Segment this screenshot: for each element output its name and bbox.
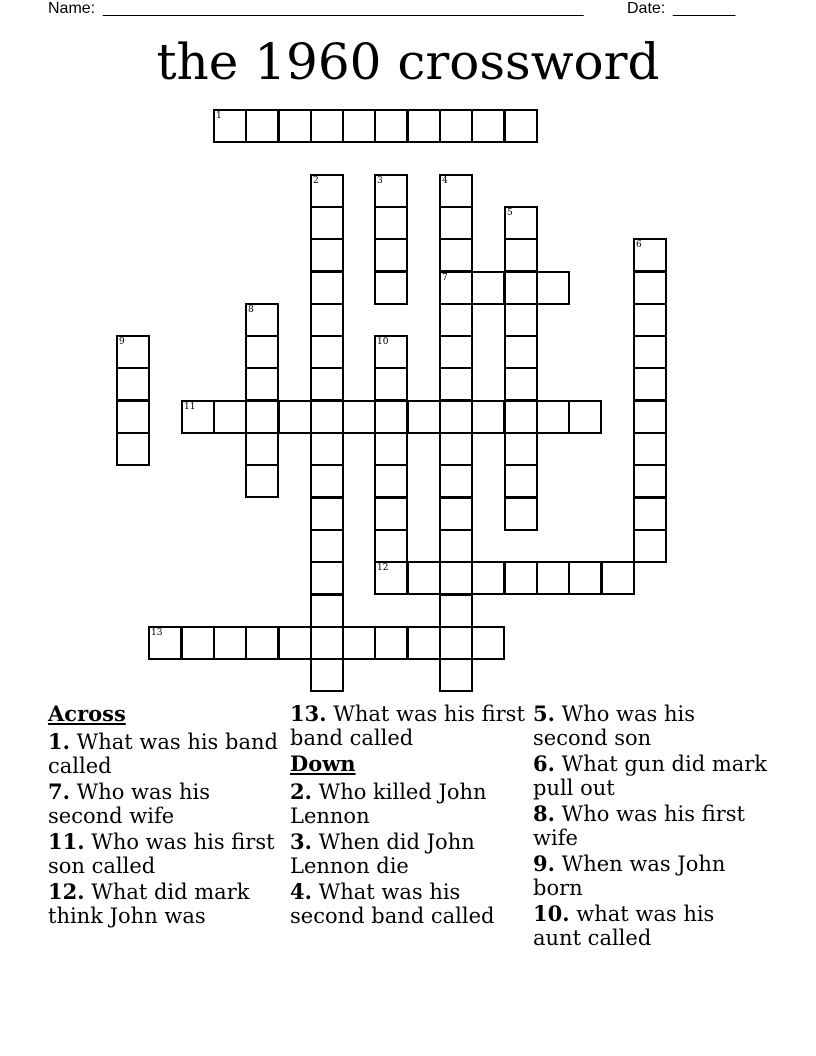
grid-cell[interactable]	[633, 271, 667, 305]
name-label: Name:	[48, 0, 96, 17]
grid-cell[interactable]	[310, 367, 344, 401]
grid-cell[interactable]	[213, 400, 247, 434]
grid-cell[interactable]	[504, 367, 538, 401]
clue-across-12	[48, 880, 284, 928]
date-line[interactable]: _______	[673, 0, 736, 17]
clue-number: 13.	[290, 701, 327, 726]
grid-cell[interactable]	[504, 400, 538, 434]
grid-cell[interactable]	[407, 109, 441, 143]
grid-cell[interactable]	[633, 238, 667, 272]
clue-text: Who killed John Lennon	[290, 780, 487, 828]
grid-cell[interactable]	[116, 432, 150, 466]
clue-text: When did John Lennon die	[290, 830, 475, 878]
date-label: Date:	[627, 0, 666, 17]
clue-number: 12.	[48, 879, 85, 904]
grid-cell[interactable]	[148, 626, 182, 660]
grid-cell[interactable]	[471, 109, 505, 143]
grid-cell[interactable]	[504, 497, 538, 531]
grid-cell[interactable]	[278, 626, 312, 660]
grid-cell[interactable]	[439, 206, 473, 240]
grid-cell[interactable]	[439, 335, 473, 369]
grid-cell[interactable]	[374, 626, 408, 660]
clue-down-4	[290, 880, 526, 928]
clue-across-1	[48, 730, 284, 778]
grid-cell[interactable]	[181, 400, 215, 434]
grid-cell[interactable]	[471, 561, 505, 595]
clue-down-8	[533, 802, 769, 850]
grid-cell[interactable]	[504, 464, 538, 498]
grid-cell[interactable]	[633, 432, 667, 466]
grid-cell[interactable]	[310, 303, 344, 337]
grid-cell[interactable]	[374, 400, 408, 434]
across-heading: Across	[48, 701, 126, 726]
grid-cell[interactable]	[374, 238, 408, 272]
grid-cell[interactable]	[310, 594, 344, 628]
grid-cell[interactable]	[116, 400, 150, 434]
grid-cell[interactable]	[245, 367, 279, 401]
clue-number: 3.	[290, 829, 312, 854]
grid-cell[interactable]	[245, 464, 279, 498]
grid-cell[interactable]	[439, 303, 473, 337]
clue-column-3	[533, 702, 769, 952]
grid-cell[interactable]	[310, 206, 344, 240]
grid-cell[interactable]	[116, 367, 150, 401]
clue-text: what was his aunt called	[533, 902, 715, 950]
name-line[interactable]: ______________________________________________________	[103, 0, 584, 17]
clue-text: What was his band called	[48, 730, 278, 778]
grid-cell[interactable]	[633, 367, 667, 401]
clue-number: 5.	[533, 701, 555, 726]
grid-cell[interactable]	[407, 561, 441, 595]
grid-cell[interactable]	[471, 626, 505, 660]
cell-number: 12	[377, 563, 389, 573]
grid-cell[interactable]	[310, 626, 344, 660]
clue-text: Who was his first son called	[48, 830, 275, 878]
grid-cell[interactable]	[245, 626, 279, 660]
grid-cell[interactable]	[439, 497, 473, 531]
grid-cell[interactable]	[439, 367, 473, 401]
grid-cell[interactable]	[439, 464, 473, 498]
grid-cell[interactable]	[633, 400, 667, 434]
cell-number: 9	[119, 337, 125, 347]
grid-cell[interactable]	[439, 529, 473, 563]
grid-cell[interactable]	[407, 626, 441, 660]
clue-text: Who was his first wife	[533, 802, 745, 850]
grid-cell[interactable]	[310, 561, 344, 595]
clue-text: When was John born	[533, 852, 726, 900]
clue-across-13	[290, 702, 526, 750]
clue-down-9	[533, 852, 769, 900]
grid-cell[interactable]	[245, 303, 279, 337]
clue-text: What was his second band called	[290, 880, 495, 928]
clue-number: 8.	[533, 801, 555, 826]
grid-cell[interactable]	[213, 626, 247, 660]
grid-cell[interactable]	[504, 206, 538, 240]
clue-number: 11.	[48, 829, 85, 854]
clue-number: 2.	[290, 779, 312, 804]
grid-cell[interactable]	[568, 400, 602, 434]
grid-cell[interactable]	[310, 238, 344, 272]
clue-number: 1.	[48, 729, 70, 754]
cell-number: 3	[377, 176, 383, 186]
grid-cell[interactable]	[342, 626, 376, 660]
grid-cell[interactable]	[633, 464, 667, 498]
grid-cell[interactable]	[504, 238, 538, 272]
grid-cell[interactable]	[439, 174, 473, 208]
grid-cell[interactable]	[439, 400, 473, 434]
grid-cell[interactable]	[601, 561, 635, 595]
cell-number: 13	[151, 628, 163, 638]
grid-cell[interactable]	[374, 432, 408, 466]
cell-number: 11	[184, 402, 196, 412]
grid-cell[interactable]	[439, 432, 473, 466]
grid-cell[interactable]	[310, 109, 344, 143]
clue-down-10	[533, 902, 769, 950]
clue-text: Who was his second wife	[48, 780, 211, 828]
clue-text: Who was his second son	[533, 702, 696, 750]
grid-cell[interactable]	[310, 400, 344, 434]
grid-cell[interactable]	[439, 626, 473, 660]
grid-cell[interactable]	[245, 432, 279, 466]
grid-cell[interactable]	[471, 400, 505, 434]
grid-cell[interactable]	[374, 529, 408, 563]
down-heading: Down	[290, 751, 356, 776]
grid-cell[interactable]	[439, 561, 473, 595]
grid-cell[interactable]	[181, 626, 215, 660]
clue-text: What was his first band called	[290, 702, 525, 750]
grid-cell[interactable]	[536, 400, 570, 434]
clue-down-5	[533, 702, 769, 750]
grid-cell[interactable]	[310, 529, 344, 563]
grid-cell[interactable]	[213, 109, 247, 143]
grid-cell[interactable]	[310, 335, 344, 369]
grid-cell[interactable]	[310, 497, 344, 531]
grid-cell[interactable]	[504, 561, 538, 595]
grid-cell[interactable]	[439, 594, 473, 628]
grid-cell[interactable]	[245, 109, 279, 143]
grid-cell[interactable]	[439, 109, 473, 143]
grid-cell[interactable]	[374, 174, 408, 208]
grid-cell[interactable]	[342, 400, 376, 434]
grid-cell[interactable]	[633, 303, 667, 337]
clue-number: 6.	[533, 751, 555, 776]
clue-number: 9.	[533, 851, 555, 876]
grid-cell[interactable]	[439, 271, 473, 305]
grid-cell[interactable]	[471, 271, 505, 305]
clue-number: 10.	[533, 901, 570, 926]
grid-cell[interactable]	[568, 561, 602, 595]
clue-column-1	[48, 702, 284, 930]
clue-number: 7.	[48, 779, 70, 804]
cell-number: 6	[636, 240, 642, 250]
cell-number: 4	[442, 176, 448, 186]
grid-cell[interactable]	[374, 497, 408, 531]
grid-cell[interactable]	[374, 271, 408, 305]
grid-cell[interactable]	[504, 432, 538, 466]
cell-number: 2	[313, 176, 319, 186]
grid-cell[interactable]	[504, 109, 538, 143]
cell-number: 10	[377, 337, 389, 347]
clue-across-7	[48, 780, 284, 828]
grid-cell[interactable]	[407, 400, 441, 434]
grid-cell[interactable]	[310, 658, 344, 692]
grid-cell[interactable]	[342, 109, 376, 143]
grid-cell[interactable]	[536, 561, 570, 595]
grid-cell[interactable]	[536, 271, 570, 305]
grid-cell[interactable]	[374, 206, 408, 240]
clue-down-6	[533, 752, 769, 800]
cell-number: 5	[507, 208, 513, 218]
clue-across-11	[48, 830, 284, 878]
grid-cell[interactable]	[374, 464, 408, 498]
grid-cell[interactable]	[439, 238, 473, 272]
clue-column-2	[290, 702, 526, 930]
grid-cell[interactable]	[310, 271, 344, 305]
grid-cell[interactable]	[310, 432, 344, 466]
grid-cell[interactable]	[504, 335, 538, 369]
grid-cell[interactable]	[310, 464, 344, 498]
clue-down-2	[290, 780, 526, 828]
grid-cell[interactable]	[374, 561, 408, 595]
grid-cell[interactable]	[504, 303, 538, 337]
grid-cell[interactable]	[374, 335, 408, 369]
grid-cell[interactable]	[504, 271, 538, 305]
grid-cell[interactable]	[278, 109, 312, 143]
grid-cell[interactable]	[245, 400, 279, 434]
grid-cell[interactable]	[374, 109, 408, 143]
clue-down-3	[290, 830, 526, 878]
clue-text: What gun did mark pull out	[533, 752, 768, 800]
cell-number: 7	[442, 273, 448, 283]
cell-number: 1	[216, 111, 222, 121]
grid-cell[interactable]	[278, 400, 312, 434]
clue-number: 4.	[290, 879, 312, 904]
grid-cell[interactable]	[633, 497, 667, 531]
grid-cell[interactable]	[374, 367, 408, 401]
grid-cell[interactable]	[245, 335, 279, 369]
grid-cell[interactable]	[310, 174, 344, 208]
page-title: the 1960 crossword	[156, 33, 660, 91]
grid-cell[interactable]	[439, 658, 473, 692]
grid-cell[interactable]	[633, 335, 667, 369]
cell-number: 8	[248, 305, 254, 315]
grid-cell[interactable]	[116, 335, 150, 369]
grid-cell[interactable]	[633, 529, 667, 563]
clue-text: What did mark think John was	[48, 880, 250, 928]
